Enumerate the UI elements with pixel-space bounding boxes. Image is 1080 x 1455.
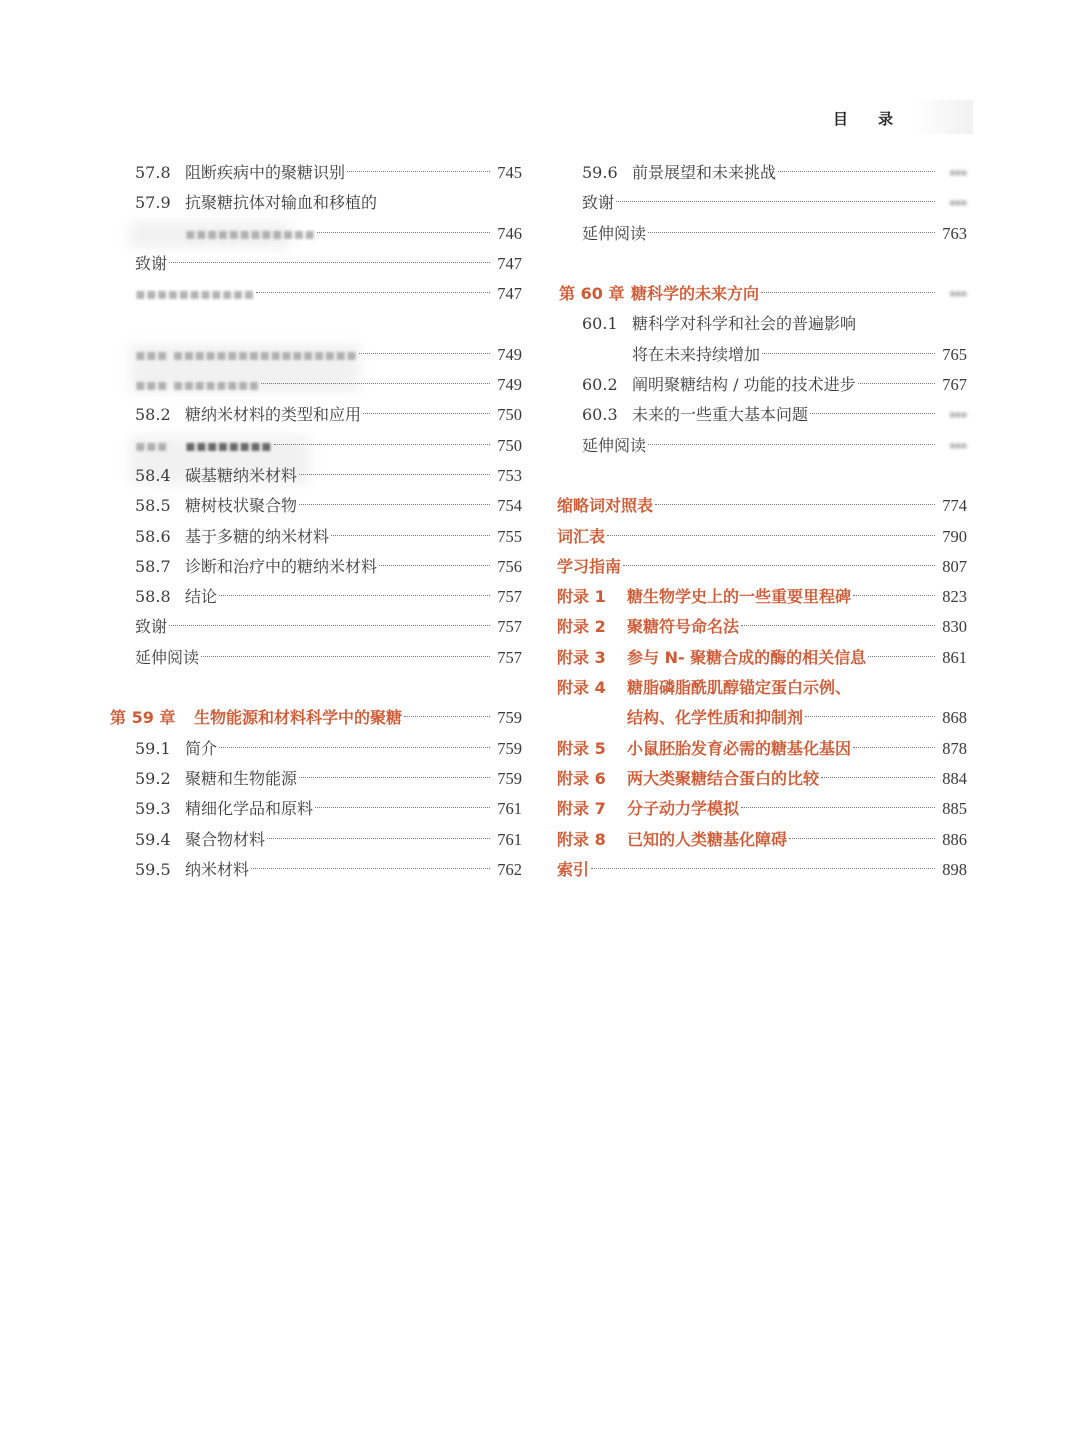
leader-dots xyxy=(853,747,935,748)
entry-title: 致谢 xyxy=(135,617,168,637)
section-number: 60.1 xyxy=(582,314,618,334)
toc-backmatter-entry[interactable] xyxy=(557,552,967,582)
page-number: 878 xyxy=(942,738,967,758)
leader-dots xyxy=(299,504,490,505)
leader-dots xyxy=(201,656,490,657)
toc-entry[interactable] xyxy=(110,612,522,642)
page-number: 761 xyxy=(497,829,522,849)
section-number: 59.3 xyxy=(135,799,171,819)
appendix-number: 附录 3 xyxy=(557,647,606,667)
entry-title: 前景展望和未来挑战 xyxy=(632,163,777,182)
page-number: 756 xyxy=(497,556,522,576)
page-number: 754 xyxy=(497,496,522,516)
toc-blank-line xyxy=(557,249,967,279)
page-number: 753 xyxy=(497,465,522,485)
entry-title: 糖生物学史上的一些重要里程碑 xyxy=(627,587,852,607)
entry-title: 延伸阅读 xyxy=(582,435,647,455)
page-number: 750 xyxy=(497,405,522,425)
chapter-title: 生物能源和材料科学中的聚糖 xyxy=(194,708,403,728)
toc-entry[interactable] xyxy=(557,309,967,339)
entry-title-blurred: ▪▪▪▪▪▪▪▪▪▪▪ xyxy=(135,284,255,304)
section-number: 58.2 xyxy=(135,405,171,425)
entry-title: 抗聚糖抗体对输血和移植的 xyxy=(185,193,378,213)
leader-dots xyxy=(379,565,490,566)
entry-title: 已知的人类糖基化障碍 xyxy=(627,829,788,849)
page-number: 774 xyxy=(942,496,967,516)
page-number-blurred: ▪▪▪ xyxy=(949,284,967,304)
entry-title: 聚糖符号命名法 xyxy=(627,617,740,637)
toc-appendix-entry[interactable] xyxy=(557,825,967,855)
leader-dots xyxy=(648,232,935,233)
entry-title: 纳米材料 xyxy=(185,859,250,879)
leader-dots xyxy=(607,535,935,536)
leader-dots xyxy=(219,595,490,596)
page-number: 757 xyxy=(497,617,522,637)
entry-title-blurred: ▪▪▪▪▪▪▪▪▪▪▪▪ xyxy=(185,223,316,243)
section-number: 58.4 xyxy=(135,465,171,485)
entry-title: 两大类聚糖结合蛋白的比较 xyxy=(627,768,820,788)
toc-appendix-entry[interactable] xyxy=(557,734,967,764)
toc-entry[interactable] xyxy=(110,855,522,885)
page-number: 749 xyxy=(497,344,522,364)
toc-entry[interactable] xyxy=(557,400,967,430)
entry-title: 糖纳米材料的类型和应用 xyxy=(185,405,362,425)
entry-title: 简介 xyxy=(185,738,218,758)
section-number: 59.6 xyxy=(582,163,618,182)
toc-appendix-entry[interactable] xyxy=(557,764,967,794)
page-number: 886 xyxy=(942,829,967,849)
toc-entry[interactable] xyxy=(557,188,967,218)
page-number: 761 xyxy=(497,799,522,819)
page-number: 861 xyxy=(942,647,967,667)
entry-title: 致谢 xyxy=(135,253,168,273)
page-number: 767 xyxy=(942,375,967,395)
leader-dots xyxy=(821,777,935,778)
entry-title: 阐明聚糖结构 / 功能的技术进步 xyxy=(632,375,856,395)
header-char-2: 录 xyxy=(878,110,894,128)
leader-dots xyxy=(169,262,490,263)
toc-right-column xyxy=(557,158,967,885)
page-number: 823 xyxy=(942,587,967,607)
page-number: 745 xyxy=(497,163,522,182)
leader-dots xyxy=(404,716,490,717)
entry-title: 小鼠胚胎发育必需的糖基化基因 xyxy=(627,738,852,758)
entry-title: 延伸阅读 xyxy=(135,647,200,667)
leader-dots xyxy=(616,201,935,202)
section-number: 60.2 xyxy=(582,375,618,395)
toc-entry[interactable] xyxy=(110,552,522,582)
page-number: 830 xyxy=(942,617,967,637)
appendix-number: 附录 5 xyxy=(557,738,606,758)
chapter-number: 第 59 章 xyxy=(110,708,176,728)
toc-entry[interactable] xyxy=(110,340,522,370)
page-number: 747 xyxy=(497,253,522,273)
entry-title: 糖树枝状聚合物 xyxy=(185,496,298,516)
toc-entry[interactable] xyxy=(110,764,522,794)
toc-blank-line xyxy=(110,309,522,339)
leader-dots xyxy=(347,171,490,172)
entry-title: 碳基糖纳米材料 xyxy=(185,465,298,485)
corner-shade xyxy=(913,100,973,134)
toc-entry[interactable] xyxy=(110,188,522,218)
toc-entry[interactable] xyxy=(110,279,522,309)
leader-dots xyxy=(741,625,935,626)
toc-appendix-entry[interactable] xyxy=(557,643,967,673)
entry-title: 延伸阅读 xyxy=(582,223,647,243)
entry-title: 将在未来持续增加 xyxy=(632,344,761,364)
leader-dots xyxy=(363,413,490,414)
toc-entry[interactable] xyxy=(110,734,522,764)
page-number: 868 xyxy=(942,708,967,728)
leader-dots xyxy=(655,504,935,505)
leader-dots xyxy=(267,838,490,839)
leader-dots xyxy=(274,444,490,445)
leader-dots xyxy=(741,807,935,808)
entry-title: 结构、化学性质和抑制剂 xyxy=(627,708,804,728)
page-number: 763 xyxy=(942,223,967,243)
entry-title: 聚合物材料 xyxy=(185,829,266,849)
leader-dots xyxy=(778,171,935,172)
page-number: 759 xyxy=(497,708,522,728)
leader-dots xyxy=(331,535,490,536)
toc-blank-line xyxy=(557,461,967,491)
leader-dots xyxy=(169,625,490,626)
entry-title: 糖脂磷脂酰肌醇锚定蛋白示例、 xyxy=(627,678,852,698)
entry-title-blurred: ▪▪▪ ▪▪▪▪▪▪▪▪▪▪▪▪▪▪▪▪▪ xyxy=(135,344,357,364)
entry-title: 分子动力学模拟 xyxy=(627,799,740,819)
page-number: 765 xyxy=(942,344,967,364)
section-number: 59.5 xyxy=(135,859,171,879)
toc-entry[interactable] xyxy=(110,825,522,855)
entry-title-blurred: ▪▪▪▪▪▪▪▪ xyxy=(185,435,272,455)
page-number: 757 xyxy=(497,587,522,607)
toc-blank-line xyxy=(110,673,522,703)
header-char-1: 目 xyxy=(833,110,849,128)
leader-dots xyxy=(858,383,935,384)
entry-title: 缩略词对照表 xyxy=(557,496,654,516)
page-number: 750 xyxy=(497,435,522,455)
page-header xyxy=(833,108,973,130)
page-number: 807 xyxy=(942,556,967,576)
entry-title: 糖科学对科学和社会的普遍影响 xyxy=(632,314,857,334)
entry-title: 基于多糖的纳米材料 xyxy=(185,526,330,546)
appendix-number: 附录 1 xyxy=(557,587,606,607)
leader-dots xyxy=(299,474,490,475)
appendix-number: 附录 7 xyxy=(557,799,606,819)
leader-dots xyxy=(853,595,935,596)
page-number-blurred: ▪▪▪ xyxy=(949,193,967,213)
entry-title: 精细化学品和原料 xyxy=(185,799,314,819)
toc-appendix-entry[interactable] xyxy=(557,612,967,642)
toc-backmatter-entry[interactable] xyxy=(557,855,967,885)
page-number: 759 xyxy=(497,768,522,788)
entry-title: 词汇表 xyxy=(557,526,606,546)
section-number: 57.8 xyxy=(135,163,171,182)
section-number: 60.3 xyxy=(582,405,618,425)
section-number: 57.9 xyxy=(135,193,171,213)
appendix-number: 附录 6 xyxy=(557,768,606,788)
appendix-number: 附录 8 xyxy=(557,829,606,849)
entry-title: 未来的一些重大基本问题 xyxy=(632,405,809,425)
leader-dots xyxy=(762,353,935,354)
leader-dots xyxy=(251,868,490,869)
toc-entry-continuation[interactable] xyxy=(557,340,967,370)
entry-title: 聚糖和生物能源 xyxy=(185,768,298,788)
leader-dots xyxy=(761,292,935,293)
toc-chapter-entry[interactable] xyxy=(110,703,522,733)
leader-dots xyxy=(256,292,490,293)
toc-chapter-entry[interactable] xyxy=(557,279,967,309)
entry-title: 参与 N- 聚糖合成的酶的相关信息 xyxy=(627,647,867,667)
toc-appendix-entry[interactable] xyxy=(557,673,967,703)
leader-dots xyxy=(591,868,935,869)
toc-entry[interactable] xyxy=(110,582,522,612)
section-number: 58.7 xyxy=(135,556,171,576)
toc-entry[interactable] xyxy=(557,431,967,461)
leader-dots xyxy=(219,747,490,748)
toc-entry-continuation[interactable] xyxy=(110,219,522,249)
toc-appendix-entry[interactable] xyxy=(557,794,967,824)
toc-entry[interactable] xyxy=(110,158,522,188)
appendix-number: 附录 4 xyxy=(557,678,606,698)
page-number: 790 xyxy=(942,526,967,546)
leader-dots xyxy=(261,383,490,384)
toc-entry[interactable] xyxy=(110,794,522,824)
leader-dots xyxy=(299,777,490,778)
page-number: 898 xyxy=(942,859,967,879)
entry-title: 索引 xyxy=(557,859,590,879)
toc-entry[interactable] xyxy=(557,158,967,188)
leader-dots xyxy=(789,838,935,839)
toc-entry[interactable] xyxy=(110,400,522,430)
page-number: 747 xyxy=(497,284,522,304)
leader-dots xyxy=(359,353,490,354)
toc-entry[interactable] xyxy=(110,431,522,461)
page-number-blurred: ▪▪▪ xyxy=(949,163,967,182)
page-number: 755 xyxy=(497,526,522,546)
page-number: 759 xyxy=(497,738,522,758)
toc-left-column xyxy=(110,158,522,885)
chapter-number: 第 60 章 xyxy=(559,284,625,304)
entry-title: 致谢 xyxy=(582,193,615,213)
leader-dots xyxy=(317,232,490,233)
chapter-title: 糖科学的未来方向 xyxy=(631,284,760,304)
page-number-blurred: ▪▪▪ xyxy=(949,435,967,455)
toc-backmatter-entry[interactable] xyxy=(557,522,967,552)
leader-dots xyxy=(868,656,935,657)
section-number: 59.1 xyxy=(135,738,171,758)
section-number-blurred: ▪▪▪ xyxy=(135,435,168,455)
section-number: 58.8 xyxy=(135,587,171,607)
section-number: 58.5 xyxy=(135,496,171,516)
section-number: 58.6 xyxy=(135,526,171,546)
toc-entry[interactable] xyxy=(557,370,967,400)
page-number: 749 xyxy=(497,375,522,395)
page-number: 762 xyxy=(497,859,522,879)
section-number: 59.2 xyxy=(135,768,171,788)
entry-title-blurred: ▪▪▪ ▪▪▪▪▪▪▪▪ xyxy=(135,375,260,395)
leader-dots xyxy=(623,565,935,566)
entry-title: 阻断疾病中的聚糖识别 xyxy=(185,163,346,182)
entry-title: 诊断和治疗中的糖纳米材料 xyxy=(185,556,378,576)
toc-entry[interactable] xyxy=(110,249,522,279)
toc-entry[interactable] xyxy=(557,219,967,249)
section-number: 59.4 xyxy=(135,829,171,849)
page-number: 885 xyxy=(942,799,967,819)
toc-entry[interactable] xyxy=(110,491,522,521)
page-number: 746 xyxy=(497,223,522,243)
toc-entry[interactable] xyxy=(110,370,522,400)
leader-dots xyxy=(810,413,935,414)
appendix-number: 附录 2 xyxy=(557,617,606,637)
page-number-blurred: ▪▪▪ xyxy=(949,405,967,425)
entry-title: 结论 xyxy=(185,587,218,607)
toc-appendix-continuation[interactable] xyxy=(557,703,967,733)
toc-entry[interactable] xyxy=(110,643,522,673)
toc-entry[interactable] xyxy=(110,522,522,552)
toc-backmatter-entry[interactable] xyxy=(557,491,967,521)
leader-dots xyxy=(805,716,935,717)
leader-dots xyxy=(315,807,490,808)
page-number: 757 xyxy=(497,647,522,667)
toc-entry[interactable] xyxy=(110,461,522,491)
toc-appendix-entry[interactable] xyxy=(557,582,967,612)
page-number: 884 xyxy=(942,768,967,788)
leader-dots xyxy=(648,444,935,445)
entry-title: 学习指南 xyxy=(557,556,622,576)
